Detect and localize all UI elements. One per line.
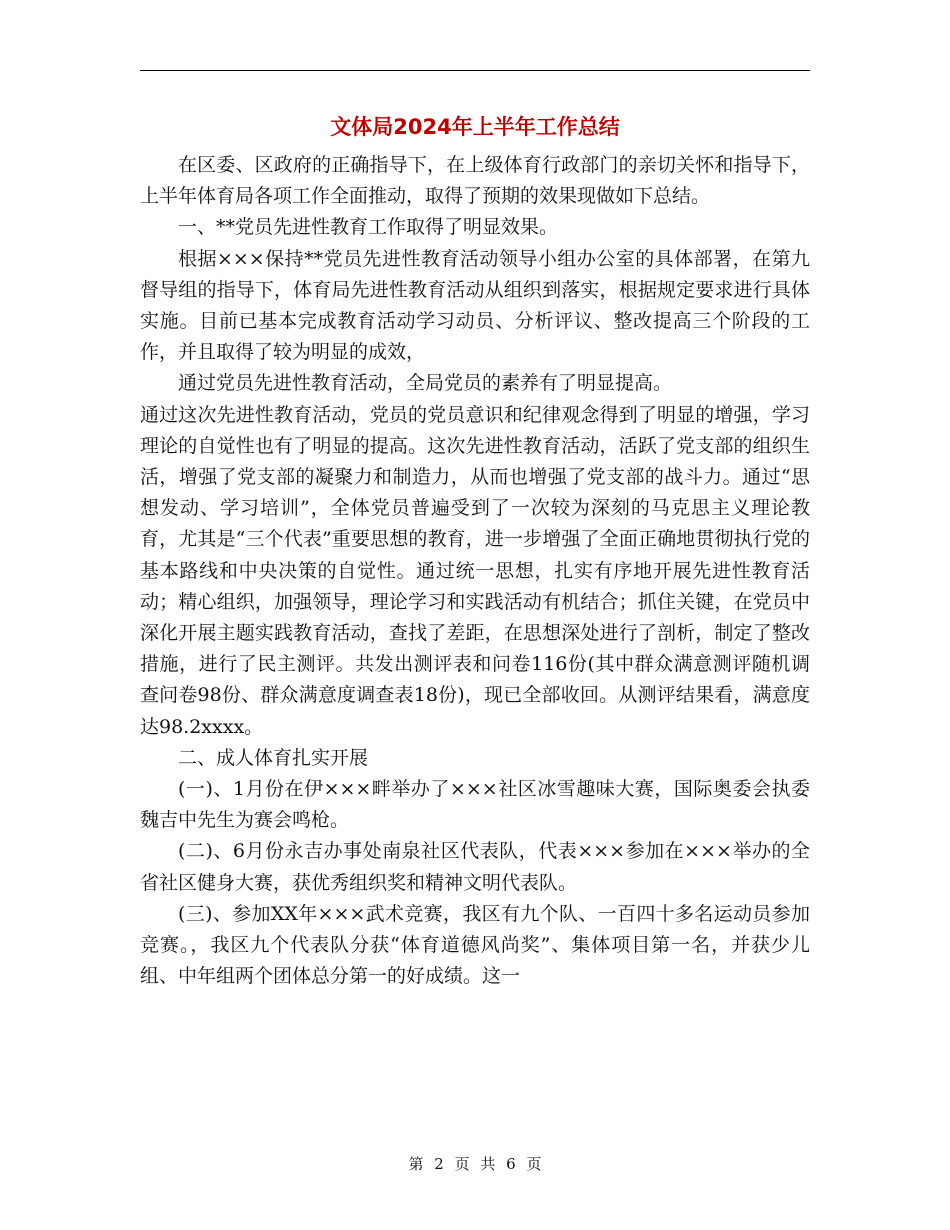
paragraph: 通过党员先进性教育活动，全局党员的素养有了明显提高。: [178, 372, 673, 395]
list-item: (二)、6月份永吉办事处南泉社区代表队，代表×××参加在×××举办的全省社区健身大赛，获优秀组织奖和精神文明代表队。: [140, 840, 810, 894]
page-footer: 第 2 页 共 6 页: [408, 1155, 542, 1173]
list-item: (一)、1月份在伊×××畔举办了×××社区冰雪趣味大赛，国际奥委会执委魏吉中先生为赛会鸣枪。: [140, 778, 810, 832]
section-heading-2: 二、成人体育扎实开展: [178, 746, 369, 769]
paragraph-intro: 在区委、区政府的正确指导下，在上级体育行政部门的亲切关怀和指导下，上半年体育局各项工作全面推动，取得了预期的效果现做如下总结。: [140, 154, 810, 208]
paragraph: 通过这次先进性教育活动，党员的党员意识和纪律观念得到了明显的增强，学习理论的自觉性也有了明显的提高。这次先进性教育活动，活跃了党支部的组织生活，增强了党支部的凝聚力和制造力，从而也增强了党支部的战斗力。通过“思想发动、学习培训”，全体党员普遍受到了一次较为深刻的马克思主义理论教育，尤其是“三个代表”重要思想的教育，进一步增强了全面正确地贯彻执行党的基本路线和中央决策的自觉性。通过统一思想，扎实有序地开展先进性教育活动；精心组织，加强领导，理论学习和实践活动有机结合；抓住关键，在党员中深化开展主题实践教育活动，查找了差距，在思想深处进行了剖析，制定了整改措施，进行了民主测评。共发出测评表和问卷116份(其中群众满意测评随机调查问卷98份、群众满意度调查表18份)，现已全部收回。从测评结果看，满意度达98.2xxxx。: [140, 403, 810, 738]
header-rule: [140, 70, 810, 71]
section-heading-1: 一、**党员先进性教育工作取得了明显效果。: [178, 216, 559, 239]
document-body: [140, 150, 810, 992]
document-title: 文体局2024年上半年工作总结: [330, 115, 620, 139]
paragraph: 根据×××保持**党员先进性教育活动领导小组办公室的具体部署，在第九督导组的指导下，体育局先进性教育活动从组织到落实，根据规定要求进行具体实施。目前已基本完成教育活动学习动员、分析评议、整改提高三个阶段的工作，并且取得了较为明显的成效，: [140, 247, 810, 364]
list-item: (三)、参加XX年×××武术竞赛，我区有九个队、一百四十多名运动员参加竞赛。，我区九个代表队分获“体育道德风尚奖”、集体项目第一名，并获少儿组、中年组两个团体总分第一的好成绩。这一: [140, 902, 810, 988]
